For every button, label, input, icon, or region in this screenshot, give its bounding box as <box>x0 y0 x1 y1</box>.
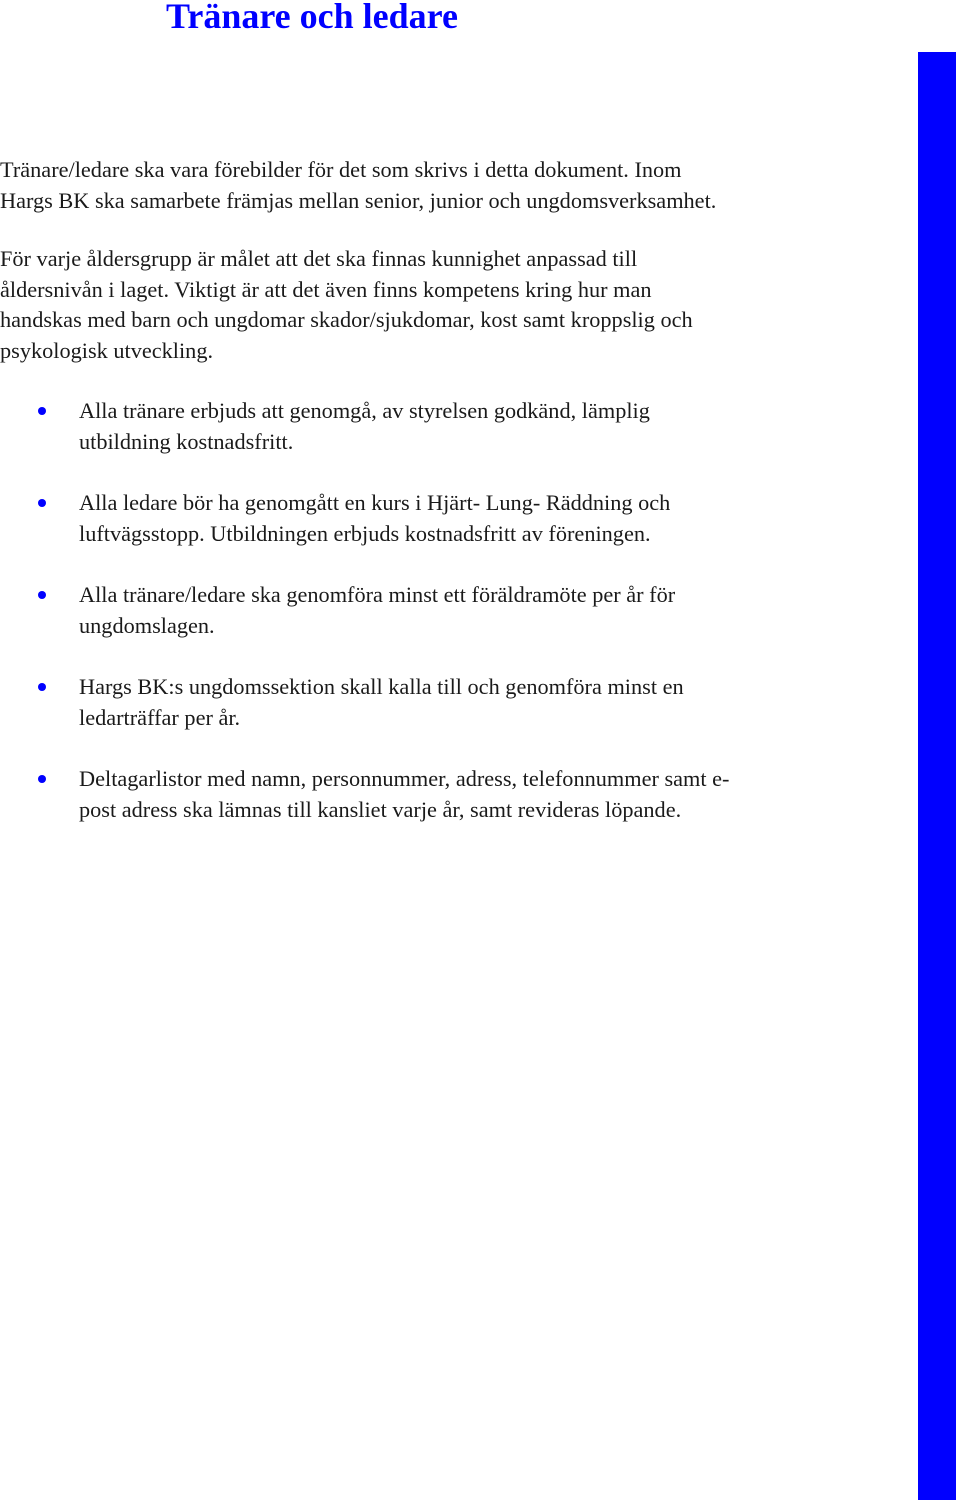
bullet-dot-icon <box>38 683 46 691</box>
text-line: ungdomslagen. <box>79 612 215 638</box>
page-title: Tränare och ledare <box>166 0 458 36</box>
list-item <box>0 764 880 825</box>
text-line: Hargs BK ska samarbete främjas mellan senior, junior och ungdomsverksamhet. <box>0 187 717 213</box>
list-item <box>0 488 880 549</box>
bullet-dot-icon <box>38 591 46 599</box>
bullet-dot-icon <box>38 499 46 507</box>
text-line: utbildning kostnadsfritt. <box>79 428 294 454</box>
text-line: ledarträffar per år. <box>79 704 241 730</box>
bullet-dot-icon <box>38 407 46 415</box>
text-line: post adress ska lämnas till kansliet varje år, samt revideras löpande. <box>79 796 682 822</box>
list-item <box>0 580 880 641</box>
intro-paragraph-2 <box>0 244 880 366</box>
text-line: Tränare/ledare ska vara förebilder för det som skrivs i detta dokument. Inom <box>0 157 682 182</box>
list-item <box>0 672 880 733</box>
text-line: luftvägsstopp. Utbildningen erbjuds kostnadsfritt av föreningen. <box>79 520 651 546</box>
text-line: åldersnivån i laget. Viktigt är att det även finns kompetens kring hur man <box>0 276 652 302</box>
text-line: För varje åldersgrupp är målet att det ska finnas kunnighet anpassad till <box>0 246 638 271</box>
text-line: handskas med barn och ungdomar skador/sjukdomar, kost samt kroppslig och <box>0 307 693 332</box>
text-line: Alla tränare/ledare ska genomföra minst ett föräldramöte per år för <box>79 582 676 607</box>
requirements-list <box>0 396 880 856</box>
list-item <box>0 396 880 457</box>
text-line: Alla ledare bör ha genomgått en kurs i Hjärt- Lung- Räddning och <box>79 490 671 515</box>
text-line: psykologisk utveckling. <box>0 337 214 363</box>
bullet-dot-icon <box>38 775 46 783</box>
text-line: Deltagarlistor med namn, personnummer, adress, telefonnummer samt e- <box>79 766 730 791</box>
text-line: Hargs BK:s ungdomssektion skall kalla till och genomföra minst en <box>79 674 684 699</box>
intro-paragraph-1 <box>0 155 880 216</box>
side-accent-bar <box>918 52 956 1500</box>
text-line: Alla tränare erbjuds att genomgå, av styrelsen godkänd, lämplig <box>79 398 650 423</box>
